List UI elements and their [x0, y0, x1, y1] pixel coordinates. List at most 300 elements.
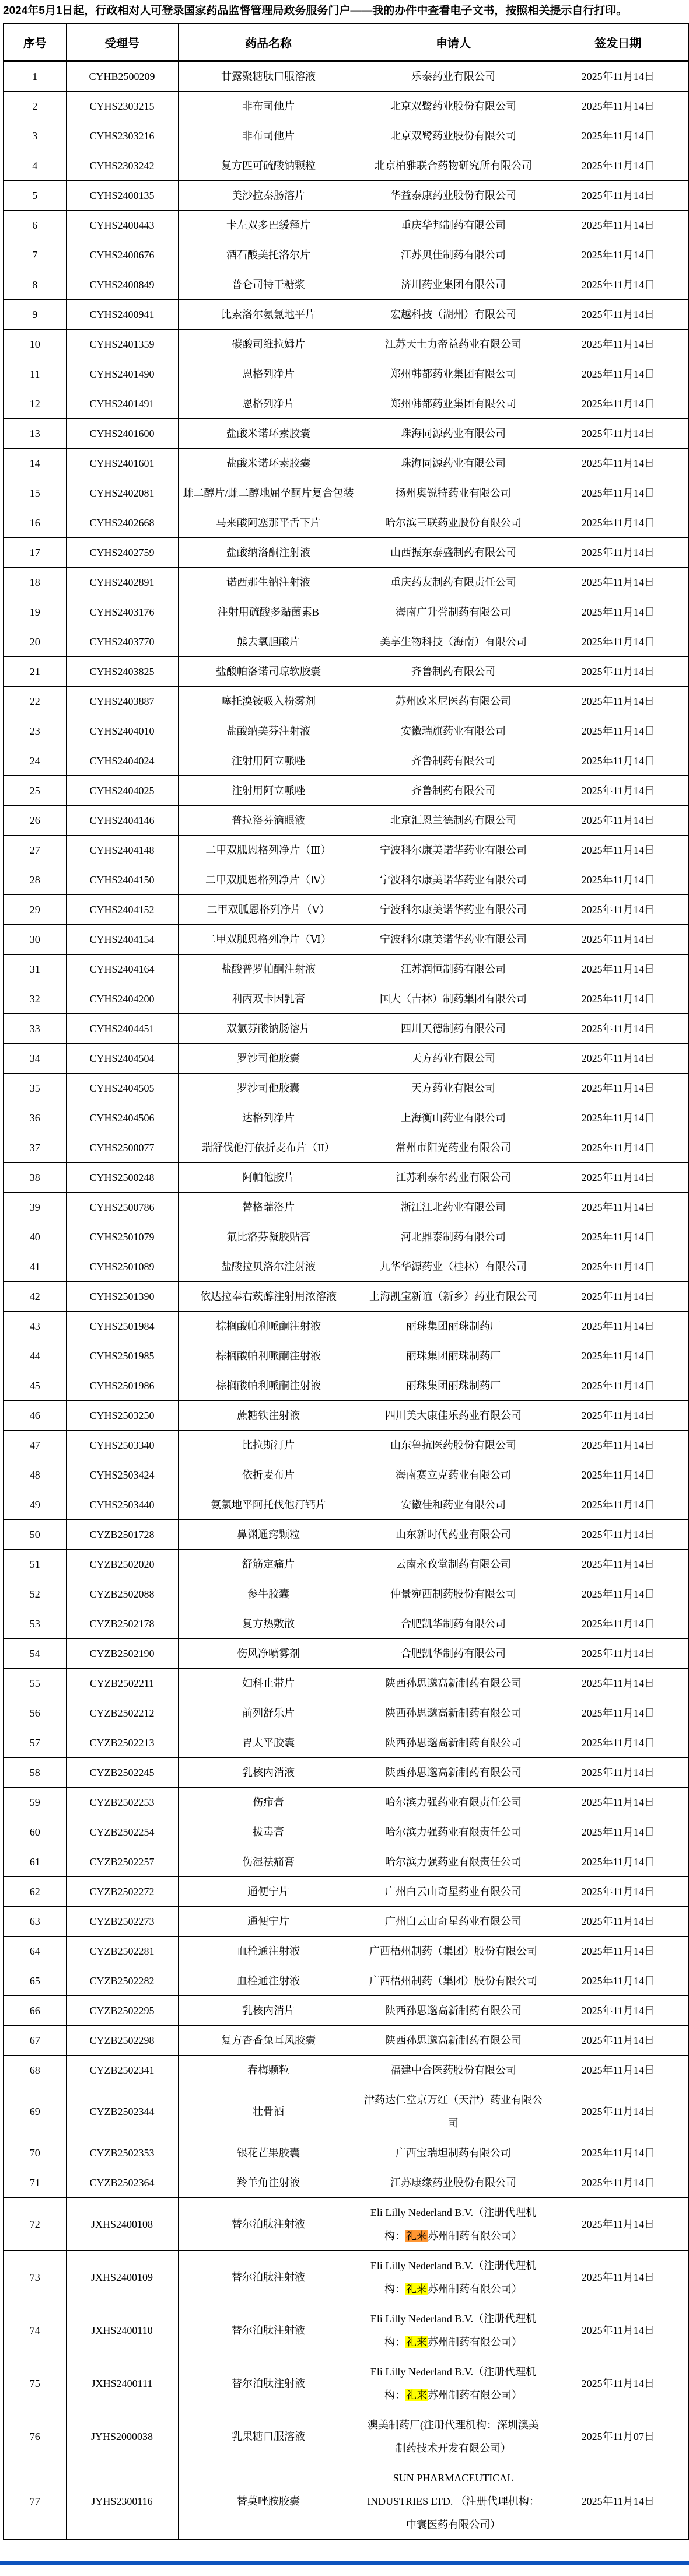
cell-serial-number: 8 — [4, 270, 66, 300]
cell-serial-number: 74 — [4, 2304, 66, 2357]
cell-serial-number: 42 — [4, 1282, 66, 1312]
table-row — [4, 2138, 688, 2168]
cell-acceptance-number: CYHS2404025 — [66, 776, 178, 806]
cell-applicant: 宁波科尔康美诺华药业有限公司 — [359, 925, 548, 955]
cell-serial-number: 11 — [4, 359, 66, 389]
cell-issue-date: 2025年11月14日 — [548, 449, 688, 478]
cell-acceptance-number: CYHS2403887 — [66, 687, 178, 716]
column-header-3: 申请人 — [359, 23, 548, 61]
cell-drug-name: 复方热敷散 — [178, 1609, 359, 1639]
cell-serial-number: 62 — [4, 1877, 66, 1907]
cell-drug-name: 乳果糖口服溶液 — [178, 2410, 359, 2463]
cell-serial-number: 16 — [4, 508, 66, 538]
column-header-2: 药品名称 — [178, 23, 359, 61]
cell-issue-date: 2025年11月14日 — [548, 1282, 688, 1312]
table-row — [4, 955, 688, 984]
cell-applicant: 宁波科尔康美诺华药业有限公司 — [359, 836, 548, 865]
cell-issue-date: 2025年11月14日 — [548, 1639, 688, 1669]
cell-serial-number: 12 — [4, 389, 66, 419]
cell-applicant: SUN PHARMACEUTICAL INDUSTRIES LTD. （注册代理机构：中寰医药有限公司） — [359, 2463, 548, 2540]
cell-acceptance-number: CYHS2501986 — [66, 1371, 178, 1401]
cell-issue-date: 2025年11月14日 — [548, 300, 688, 330]
cell-acceptance-number: CYZB2502273 — [66, 1907, 178, 1937]
cell-acceptance-number: CYZB2502272 — [66, 1877, 178, 1907]
cell-drug-name: 注射用阿立哌唑 — [178, 776, 359, 806]
table-row — [4, 2463, 688, 2540]
table-row — [4, 300, 688, 330]
cell-issue-date: 2025年11月14日 — [548, 240, 688, 270]
cell-drug-name: 拔毒膏 — [178, 1817, 359, 1847]
cell-acceptance-number: CYZB2502178 — [66, 1609, 178, 1639]
cell-drug-name: 非布司他片 — [178, 92, 359, 121]
table-row — [4, 1163, 688, 1193]
cell-acceptance-number: CYHS2404150 — [66, 865, 178, 895]
table-row — [4, 2198, 688, 2251]
cell-serial-number: 30 — [4, 925, 66, 955]
cell-issue-date: 2025年11月14日 — [548, 895, 688, 925]
cell-issue-date: 2025年11月14日 — [548, 2251, 688, 2304]
cell-drug-name: 普拉洛芬滴眼液 — [178, 806, 359, 836]
cell-serial-number: 40 — [4, 1222, 66, 1252]
cell-applicant — [359, 2251, 548, 2304]
cell-applicant: 安徽佳和药业有限公司 — [359, 1490, 548, 1520]
cell-issue-date: 2025年11月14日 — [548, 687, 688, 716]
cell-acceptance-number: CYZB2502245 — [66, 1758, 178, 1788]
cell-drug-name: 替尔泊肽注射液 — [178, 2198, 359, 2251]
cell-applicant: 澳美制药厂(注册代理机构：深圳澳美制药技术开发有限公司） — [359, 2410, 548, 2463]
cell-applicant: 山西振东泰盛制药有限公司 — [359, 538, 548, 568]
cell-applicant: 宏越科技（湖州）有限公司 — [359, 300, 548, 330]
cell-issue-date: 2025年11月14日 — [548, 1490, 688, 1520]
table-row — [4, 984, 688, 1014]
cell-drug-name: 普仑司特干糖浆 — [178, 270, 359, 300]
cell-acceptance-number: CYZB2502364 — [66, 2168, 178, 2198]
cell-serial-number: 71 — [4, 2168, 66, 2198]
cell-applicant: 山东鲁抗医药股份有限公司 — [359, 1431, 548, 1460]
cell-drug-name: 恩格列净片 — [178, 389, 359, 419]
cell-drug-name: 乳核内消片 — [178, 1996, 359, 2026]
table-row — [4, 1222, 688, 1252]
cell-serial-number: 32 — [4, 984, 66, 1014]
cell-applicant: 广西梧州制药（集团）股份有限公司 — [359, 1966, 548, 1996]
cell-drug-name: 比索洛尔氨氯地平片 — [178, 300, 359, 330]
cell-acceptance-number: CYHS2402891 — [66, 568, 178, 597]
cell-drug-name: 羚羊角注射液 — [178, 2168, 359, 2198]
cell-issue-date: 2025年11月14日 — [548, 955, 688, 984]
cell-serial-number: 23 — [4, 716, 66, 746]
cell-applicant: 江苏康缘药业股份有限公司 — [359, 2168, 548, 2198]
cell-drug-name: 氨氯地平阿托伐他汀钙片 — [178, 1490, 359, 1520]
table-row — [4, 746, 688, 776]
cell-drug-name: 盐酸米诺环素胶囊 — [178, 419, 359, 449]
cell-acceptance-number: CYHS2404506 — [66, 1103, 178, 1133]
cell-drug-name: 胃太平胶囊 — [178, 1728, 359, 1758]
cell-acceptance-number: CYHS2403176 — [66, 597, 178, 627]
cell-applicant: 九华华源药业（桂林）有限公司 — [359, 1252, 548, 1282]
cell-acceptance-number: CYHS2404164 — [66, 955, 178, 984]
cell-drug-name: 伤疖膏 — [178, 1788, 359, 1817]
cell-applicant: 陕西孙思邈高新制药有限公司 — [359, 1996, 548, 2026]
cell-drug-name: 碳酸司维拉姆片 — [178, 330, 359, 359]
cell-acceptance-number: CYHS2404024 — [66, 746, 178, 776]
cell-drug-name: 替尔泊肽注射液 — [178, 2304, 359, 2357]
cell-drug-name: 盐酸纳洛酮注射液 — [178, 538, 359, 568]
table-row — [4, 1847, 688, 1877]
cell-applicant: 陕西孙思邈高新制药有限公司 — [359, 1728, 548, 1758]
cell-serial-number: 51 — [4, 1550, 66, 1579]
cell-applicant: 四川美大康佳乐药业有限公司 — [359, 1401, 548, 1431]
cell-acceptance-number: CYHS2400135 — [66, 181, 178, 211]
cell-serial-number: 41 — [4, 1252, 66, 1282]
cell-drug-name: 熊去氧胆酸片 — [178, 627, 359, 657]
cell-drug-name: 氟比洛芬凝胶贴膏 — [178, 1222, 359, 1252]
cell-applicant: 云南永孜堂制药有限公司 — [359, 1550, 548, 1579]
cell-acceptance-number: CYHS2400443 — [66, 211, 178, 240]
table-row — [4, 1044, 688, 1074]
cell-issue-date: 2025年11月14日 — [548, 359, 688, 389]
table-row — [4, 1639, 688, 1669]
cell-acceptance-number: CYHS2401600 — [66, 419, 178, 449]
cell-acceptance-number: CYHS2404504 — [66, 1044, 178, 1074]
cell-serial-number: 35 — [4, 1074, 66, 1103]
cell-applicant: 乐泰药业有限公司 — [359, 61, 548, 92]
cell-issue-date: 2025年11月14日 — [548, 1371, 688, 1401]
cell-applicant: 美享生物科技（海南）有限公司 — [359, 627, 548, 657]
cell-serial-number: 52 — [4, 1579, 66, 1609]
cell-issue-date: 2025年11月14日 — [548, 2357, 688, 2410]
cell-applicant: 广州白云山奇星药业有限公司 — [359, 1877, 548, 1907]
table-row — [4, 687, 688, 716]
cell-drug-name: 替格瑞洛片 — [178, 1193, 359, 1222]
cell-drug-name: 依达拉奉右莰醇注射用浓溶液 — [178, 1282, 359, 1312]
cell-applicant: 仲景宛西制药股份有限公司 — [359, 1579, 548, 1609]
cell-serial-number: 15 — [4, 478, 66, 508]
cell-drug-name: 蔗糖铁注射液 — [178, 1401, 359, 1431]
cell-issue-date: 2025年11月14日 — [548, 806, 688, 836]
cell-serial-number: 4 — [4, 151, 66, 181]
cell-serial-number: 17 — [4, 538, 66, 568]
cell-serial-number: 33 — [4, 1014, 66, 1044]
column-header-0: 序号 — [4, 23, 66, 61]
cell-serial-number: 55 — [4, 1669, 66, 1698]
table-row — [4, 1907, 688, 1937]
cell-drug-name: 二甲双胍恩格列净片（Ⅴ） — [178, 895, 359, 925]
cell-acceptance-number: CYHS2402759 — [66, 538, 178, 568]
cell-acceptance-number: CYHS2303242 — [66, 151, 178, 181]
cell-acceptance-number: CYHS2501390 — [66, 1282, 178, 1312]
cell-applicant: 广西梧州制药（集团）股份有限公司 — [359, 1937, 548, 1966]
table-row — [4, 270, 688, 300]
cell-serial-number: 77 — [4, 2463, 66, 2540]
cell-issue-date: 2025年11月14日 — [548, 1074, 688, 1103]
cell-drug-name: 二甲双胍恩格列净片（Ⅳ） — [178, 865, 359, 895]
cell-issue-date: 2025年11月14日 — [548, 2198, 688, 2251]
applicant-text: 苏州制药有限公司） — [428, 2336, 522, 2348]
table-row — [4, 1282, 688, 1312]
cell-applicant: 上海衡山药业有限公司 — [359, 1103, 548, 1133]
cell-drug-name: 鼻渊通窍颗粒 — [178, 1520, 359, 1550]
table-row — [4, 2056, 688, 2085]
cell-drug-name: 伤湿祛痛膏 — [178, 1847, 359, 1877]
bottom-divider-line — [0, 2561, 689, 2565]
cell-issue-date: 2025年11月14日 — [548, 1133, 688, 1163]
cell-applicant: 合肥凯华制药有限公司 — [359, 1639, 548, 1669]
cell-acceptance-number: CYZB2502295 — [66, 1996, 178, 2026]
cell-serial-number: 58 — [4, 1758, 66, 1788]
cell-drug-name: 盐酸普罗帕酮注射液 — [178, 955, 359, 984]
table-row — [4, 2168, 688, 2198]
cell-applicant: 陕西孙思邈高新制药有限公司 — [359, 1698, 548, 1728]
cell-serial-number: 20 — [4, 627, 66, 657]
cell-acceptance-number: CYZB2502254 — [66, 1817, 178, 1847]
cell-issue-date: 2025年11月14日 — [548, 657, 688, 687]
cell-serial-number: 63 — [4, 1907, 66, 1937]
cell-applicant: 齐鲁制药有限公司 — [359, 746, 548, 776]
table-row — [4, 1252, 688, 1282]
cell-applicant: 浙江江北药业有限公司 — [359, 1193, 548, 1222]
table-row — [4, 2304, 688, 2357]
cell-drug-name: 乳核内消液 — [178, 1758, 359, 1788]
cell-acceptance-number: CYHS2402081 — [66, 478, 178, 508]
table-row — [4, 1014, 688, 1044]
table-row — [4, 449, 688, 478]
cell-applicant: 津药达仁堂京万红（天津）药业有限公司 — [359, 2085, 548, 2138]
cell-applicant: 重庆华邦制药有限公司 — [359, 211, 548, 240]
cell-serial-number: 66 — [4, 1996, 66, 2026]
table-row — [4, 806, 688, 836]
cell-serial-number: 64 — [4, 1937, 66, 1966]
cell-drug-name: 注射用硫酸多黏菌素B — [178, 597, 359, 627]
table-row — [4, 1937, 688, 1966]
cell-drug-name: 春梅颗粒 — [178, 2056, 359, 2085]
cell-acceptance-number: CYHS2401491 — [66, 389, 178, 419]
table-row — [4, 1877, 688, 1907]
cell-drug-name: 通便宁片 — [178, 1877, 359, 1907]
table-row — [4, 1371, 688, 1401]
table-row — [4, 925, 688, 955]
cell-issue-date: 2025年11月14日 — [548, 2168, 688, 2198]
cell-issue-date: 2025年11月14日 — [548, 597, 688, 627]
cell-serial-number: 10 — [4, 330, 66, 359]
table-row — [4, 568, 688, 597]
cell-issue-date: 2025年11月14日 — [548, 330, 688, 359]
cell-acceptance-number: CYHS2500077 — [66, 1133, 178, 1163]
cell-acceptance-number: JXHS2400110 — [66, 2304, 178, 2357]
cell-applicant: 广州白云山奇星药业有限公司 — [359, 1907, 548, 1937]
cell-serial-number: 37 — [4, 1133, 66, 1163]
cell-drug-name: 利丙双卡因乳膏 — [178, 984, 359, 1014]
table-row — [4, 836, 688, 865]
cell-applicant: 重庆药友制药有限责任公司 — [359, 568, 548, 597]
table-row — [4, 895, 688, 925]
cell-acceptance-number: CYZB2502344 — [66, 2085, 178, 2138]
cell-applicant: 郑州韩都药业集团有限公司 — [359, 389, 548, 419]
cell-serial-number: 5 — [4, 181, 66, 211]
cell-issue-date: 2025年11月14日 — [548, 1817, 688, 1847]
cell-applicant: 济川药业集团有限公司 — [359, 270, 548, 300]
cell-issue-date: 2025年11月14日 — [548, 1103, 688, 1133]
table-row — [4, 1758, 688, 1788]
table-row — [4, 240, 688, 270]
cell-acceptance-number: CYHS2500248 — [66, 1163, 178, 1193]
cell-drug-name: 注射用阿立哌唑 — [178, 746, 359, 776]
cell-drug-name: 替尔泊肽注射液 — [178, 2251, 359, 2304]
cell-serial-number: 14 — [4, 449, 66, 478]
cell-applicant: 天方药业有限公司 — [359, 1044, 548, 1074]
cell-applicant: 陕西孙思邈高新制药有限公司 — [359, 2026, 548, 2056]
cell-drug-name: 替莫唑胺胶囊 — [178, 2463, 359, 2540]
cell-applicant: 郑州韩都药业集团有限公司 — [359, 359, 548, 389]
cell-issue-date: 2025年11月14日 — [548, 478, 688, 508]
applicant-text: Eli Lilly Nederland B.V.（注册代理机构： — [370, 2260, 537, 2295]
cell-issue-date: 2025年11月14日 — [548, 1877, 688, 1907]
cell-acceptance-number: CYHS2403770 — [66, 627, 178, 657]
cell-issue-date: 2025年11月14日 — [548, 746, 688, 776]
applicant-text: 苏州制药有限公司） — [428, 2283, 522, 2295]
table-row — [4, 1431, 688, 1460]
cell-acceptance-number: CYZB2502213 — [66, 1728, 178, 1758]
cell-acceptance-number: CYHS2503440 — [66, 1490, 178, 1520]
cell-issue-date: 2025年11月14日 — [548, 1907, 688, 1937]
cell-applicant: 哈尔滨力强药业有限责任公司 — [359, 1847, 548, 1877]
table-row — [4, 1103, 688, 1133]
cell-applicant: 丽珠集团丽珠制药厂 — [359, 1312, 548, 1341]
cell-drug-name: 妇科止带片 — [178, 1669, 359, 1698]
cell-applicant: 安徽瑞旗药业有限公司 — [359, 716, 548, 746]
table-row — [4, 776, 688, 806]
cell-drug-name: 卡左双多巴缓释片 — [178, 211, 359, 240]
cell-applicant: 哈尔滨力强药业有限责任公司 — [359, 1788, 548, 1817]
cell-drug-name: 美沙拉秦肠溶片 — [178, 181, 359, 211]
cell-acceptance-number: CYZB2502281 — [66, 1937, 178, 1966]
cell-applicant: 北京双鹭药业股份有限公司 — [359, 92, 548, 121]
cell-serial-number: 46 — [4, 1401, 66, 1431]
cell-serial-number: 39 — [4, 1193, 66, 1222]
table-row — [4, 1669, 688, 1698]
cell-issue-date: 2025年11月14日 — [548, 1758, 688, 1788]
cell-drug-name: 前列舒乐片 — [178, 1698, 359, 1728]
cell-issue-date: 2025年11月14日 — [548, 1550, 688, 1579]
cell-issue-date: 2025年11月14日 — [548, 1222, 688, 1252]
cell-acceptance-number: CYHS2503250 — [66, 1401, 178, 1431]
cell-drug-name: 伤风净喷雾剂 — [178, 1639, 359, 1669]
cell-issue-date: 2025年11月14日 — [548, 1609, 688, 1639]
cell-serial-number: 29 — [4, 895, 66, 925]
cell-drug-name: 盐酸拉贝洛尔注射液 — [178, 1252, 359, 1282]
cell-issue-date: 2025年11月14日 — [548, 2138, 688, 2168]
applicant-text: 苏州制药有限公司） — [428, 2389, 522, 2401]
cell-serial-number: 67 — [4, 2026, 66, 2056]
cell-serial-number: 59 — [4, 1788, 66, 1817]
cell-serial-number: 75 — [4, 2357, 66, 2410]
cell-applicant: 江苏天士力帝益药业有限公司 — [359, 330, 548, 359]
cell-applicant: 陕西孙思邈高新制药有限公司 — [359, 1669, 548, 1698]
table-row — [4, 1579, 688, 1609]
table-row — [4, 538, 688, 568]
cell-drug-name: 罗沙司他胶囊 — [178, 1074, 359, 1103]
cell-applicant: 扬州奥锐特药业有限公司 — [359, 478, 548, 508]
cell-issue-date: 2025年11月14日 — [548, 1044, 688, 1074]
cell-applicant: 北京双鹭药业股份有限公司 — [359, 121, 548, 151]
table-row — [4, 2410, 688, 2463]
cell-drug-name: 达格列净片 — [178, 1103, 359, 1133]
intro-text: 2024年5月1日起，行政相对人可登录国家药品监督管理局政务服务门户——我的办件中查看电子文书，按照相关提示自行打印。 — [3, 5, 628, 17]
table-row — [4, 1966, 688, 1996]
cell-serial-number: 22 — [4, 687, 66, 716]
table-header-row — [4, 23, 688, 61]
cell-acceptance-number: CYZB2502282 — [66, 1966, 178, 1996]
cell-issue-date: 2025年11月14日 — [548, 2085, 688, 2138]
cell-applicant: 福建中合医药股份有限公司 — [359, 2056, 548, 2085]
cell-applicant — [359, 2198, 548, 2251]
cell-issue-date: 2025年11月14日 — [548, 121, 688, 151]
table-row — [4, 92, 688, 121]
cell-issue-date: 2025年11月14日 — [548, 1163, 688, 1193]
cell-serial-number: 36 — [4, 1103, 66, 1133]
cell-issue-date: 2025年11月14日 — [548, 389, 688, 419]
cell-issue-date: 2025年11月14日 — [548, 419, 688, 449]
table-row — [4, 1133, 688, 1163]
cell-drug-name: 罗沙司他胶囊 — [178, 1044, 359, 1074]
cell-drug-name: 阿帕他胺片 — [178, 1163, 359, 1193]
table-row — [4, 1609, 688, 1639]
cell-acceptance-number: CYHS2501079 — [66, 1222, 178, 1252]
cell-acceptance-number: CYHS2404152 — [66, 895, 178, 925]
cell-serial-number: 2 — [4, 92, 66, 121]
search-highlight-match: 礼来 — [406, 2283, 427, 2295]
cell-serial-number: 69 — [4, 2085, 66, 2138]
cell-applicant: 海南广升誉制药有限公司 — [359, 597, 548, 627]
cell-acceptance-number: CYHS2402668 — [66, 508, 178, 538]
cell-serial-number: 49 — [4, 1490, 66, 1520]
cell-issue-date: 2025年11月14日 — [548, 1788, 688, 1817]
cell-issue-date: 2025年11月14日 — [548, 716, 688, 746]
cell-issue-date: 2025年11月14日 — [548, 1669, 688, 1698]
cell-serial-number: 34 — [4, 1044, 66, 1074]
cell-acceptance-number: CYHS2404200 — [66, 984, 178, 1014]
cell-acceptance-number: CYZB2502257 — [66, 1847, 178, 1877]
cell-serial-number: 53 — [4, 1609, 66, 1639]
cell-serial-number: 21 — [4, 657, 66, 687]
table-row — [4, 389, 688, 419]
cell-issue-date: 2025年11月14日 — [548, 1847, 688, 1877]
cell-drug-name: 盐酸米诺环素胶囊 — [178, 449, 359, 478]
cell-drug-name: 马来酸阿塞那平舌下片 — [178, 508, 359, 538]
cell-issue-date: 2025年11月14日 — [548, 1996, 688, 2026]
cell-drug-name: 血栓通注射液 — [178, 1937, 359, 1966]
cell-acceptance-number: CYZB2502341 — [66, 2056, 178, 2085]
cell-issue-date: 2025年11月14日 — [548, 776, 688, 806]
cell-drug-name: 棕榈酸帕利哌酮注射液 — [178, 1341, 359, 1371]
table-row — [4, 151, 688, 181]
table-row — [4, 627, 688, 657]
cell-drug-name: 复方杏香兔耳风胶囊 — [178, 2026, 359, 2056]
cell-serial-number: 73 — [4, 2251, 66, 2304]
table-row — [4, 1401, 688, 1431]
cell-acceptance-number: CYZB2502088 — [66, 1579, 178, 1609]
cell-issue-date: 2025年11月14日 — [548, 1341, 688, 1371]
cell-drug-name: 比拉斯汀片 — [178, 1431, 359, 1460]
applicant-text: Eli Lilly Nederland B.V.（注册代理机构： — [370, 2366, 537, 2401]
cell-serial-number: 44 — [4, 1341, 66, 1371]
table-row — [4, 1817, 688, 1847]
table-row — [4, 716, 688, 746]
cell-issue-date: 2025年11月14日 — [548, 92, 688, 121]
cell-applicant: 珠海同源药业有限公司 — [359, 449, 548, 478]
cell-issue-date: 2025年11月14日 — [548, 2304, 688, 2357]
cell-applicant: 哈尔滨三联药业股份有限公司 — [359, 508, 548, 538]
cell-acceptance-number: CYHS2501984 — [66, 1312, 178, 1341]
